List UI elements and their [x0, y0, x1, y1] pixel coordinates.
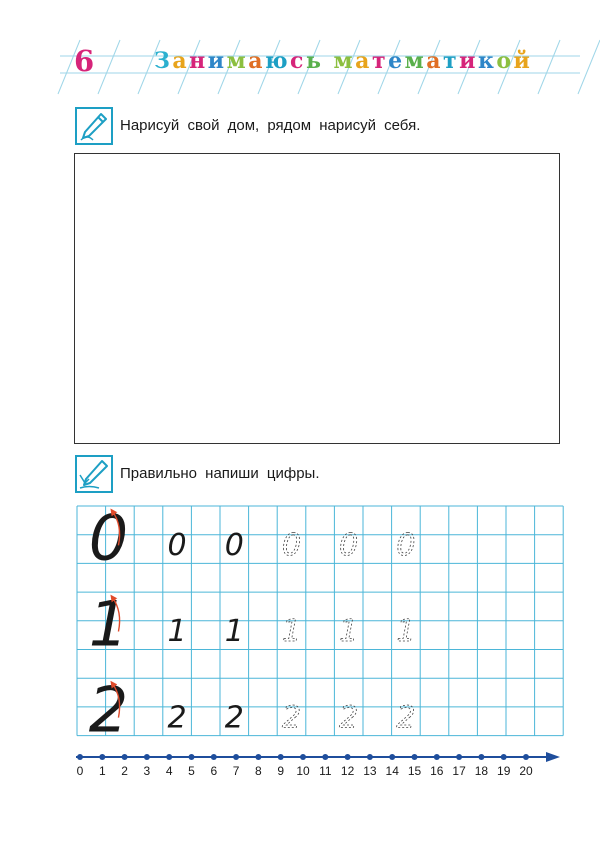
model-digit: 1 [88, 587, 129, 661]
trace-digit[interactable]: 0 [281, 528, 302, 564]
sample-digit: 2 [167, 700, 187, 736]
number-line-label: 5 [188, 764, 195, 778]
model-digit: 0 [88, 501, 129, 575]
trace-digit[interactable]: 1 [281, 614, 302, 650]
task-draw-text: Нарисуй свой дом, рядом нарисуй себя. [120, 117, 421, 134]
number-line-tick [478, 754, 484, 760]
sample-digit: 1 [167, 614, 187, 650]
number-line-label: 18 [474, 764, 489, 778]
title-letter: е [388, 48, 405, 74]
number-line-tick [434, 754, 440, 760]
number-line-label: 19 [497, 764, 511, 778]
number-line-tick [278, 754, 284, 760]
title-letter: с [290, 48, 306, 74]
number-line-tick [166, 754, 172, 760]
number-line-tick [367, 754, 373, 760]
number-line-tick [456, 754, 462, 760]
number-line-label: 10 [296, 764, 310, 778]
number-line-label: 3 [143, 764, 151, 778]
number-line-label: 16 [430, 764, 444, 778]
title-letter: а [426, 48, 443, 74]
number-line-label: 1 [98, 764, 106, 778]
title-letter: о [496, 48, 514, 74]
number-line-label: 9 [277, 764, 285, 778]
number-line-tick [211, 754, 217, 760]
number-line-tick [255, 754, 261, 760]
trace-digit[interactable]: 1 [396, 614, 416, 650]
sample-digit: 1 [224, 614, 244, 650]
title-letter: м [404, 48, 427, 74]
number-line-label: 15 [407, 764, 422, 778]
number-line-tick [389, 754, 395, 760]
number-line-tick [412, 754, 418, 760]
number-line-label: 12 [340, 764, 355, 778]
title-letter: а [248, 48, 265, 74]
number-line-label: 2 [121, 764, 128, 778]
title-letter: й [513, 48, 533, 74]
number-line-label: 0 [76, 764, 84, 778]
number-line-label: 8 [255, 764, 262, 778]
number-line-tick [99, 754, 105, 760]
title-letter: м [226, 48, 249, 74]
number-line-tick [300, 754, 306, 760]
arrow-right-icon [546, 752, 560, 762]
number-line-label: 20 [519, 764, 533, 778]
trace-digit[interactable]: 1 [339, 614, 359, 650]
number-line-label: 14 [385, 764, 399, 778]
title-letter: а [172, 48, 190, 74]
title-letter: ь [305, 48, 324, 74]
trace-digit[interactable]: 0 [396, 528, 416, 564]
sample-digit: 0 [167, 528, 187, 564]
number-line-label: 7 [232, 764, 240, 778]
number-line-tick [233, 754, 239, 760]
page-number: 6 [74, 44, 95, 78]
number-line-label: 4 [165, 764, 173, 778]
trace-digit[interactable]: 2 [339, 700, 359, 736]
number-line-tick [144, 754, 150, 760]
number-line-tick [523, 754, 529, 760]
title-letter: и [459, 48, 478, 74]
title-letter: т [371, 48, 389, 74]
title-letter: н [189, 48, 208, 74]
task-write-text: Правильно напиши цифры. [120, 465, 320, 482]
number-line-tick [77, 754, 83, 760]
number-line-tick [322, 754, 328, 760]
number-line-tick [189, 754, 195, 760]
title-letter: к [477, 48, 497, 74]
title-letter: ю [264, 48, 291, 74]
number-line-tick [345, 754, 351, 760]
number-line-label: 11 [319, 764, 332, 778]
sample-digit: 0 [224, 528, 244, 564]
number-line-tick [501, 754, 507, 760]
title-letter: т [442, 48, 460, 74]
number-line-label: 13 [363, 764, 377, 778]
title-letter: З [154, 48, 173, 74]
number-line-label: 6 [210, 764, 218, 778]
number-line-label: 17 [452, 764, 466, 778]
trace-digit[interactable]: 2 [281, 700, 302, 736]
title-letter: а [355, 48, 372, 74]
model-digit: 2 [88, 673, 129, 747]
number-line-tick [122, 754, 128, 760]
title-letter: и [207, 48, 227, 74]
title-letter: м [333, 48, 356, 74]
sample-digit: 2 [224, 700, 244, 736]
trace-digit[interactable]: 2 [396, 700, 416, 736]
trace-digit[interactable]: 0 [339, 528, 359, 564]
